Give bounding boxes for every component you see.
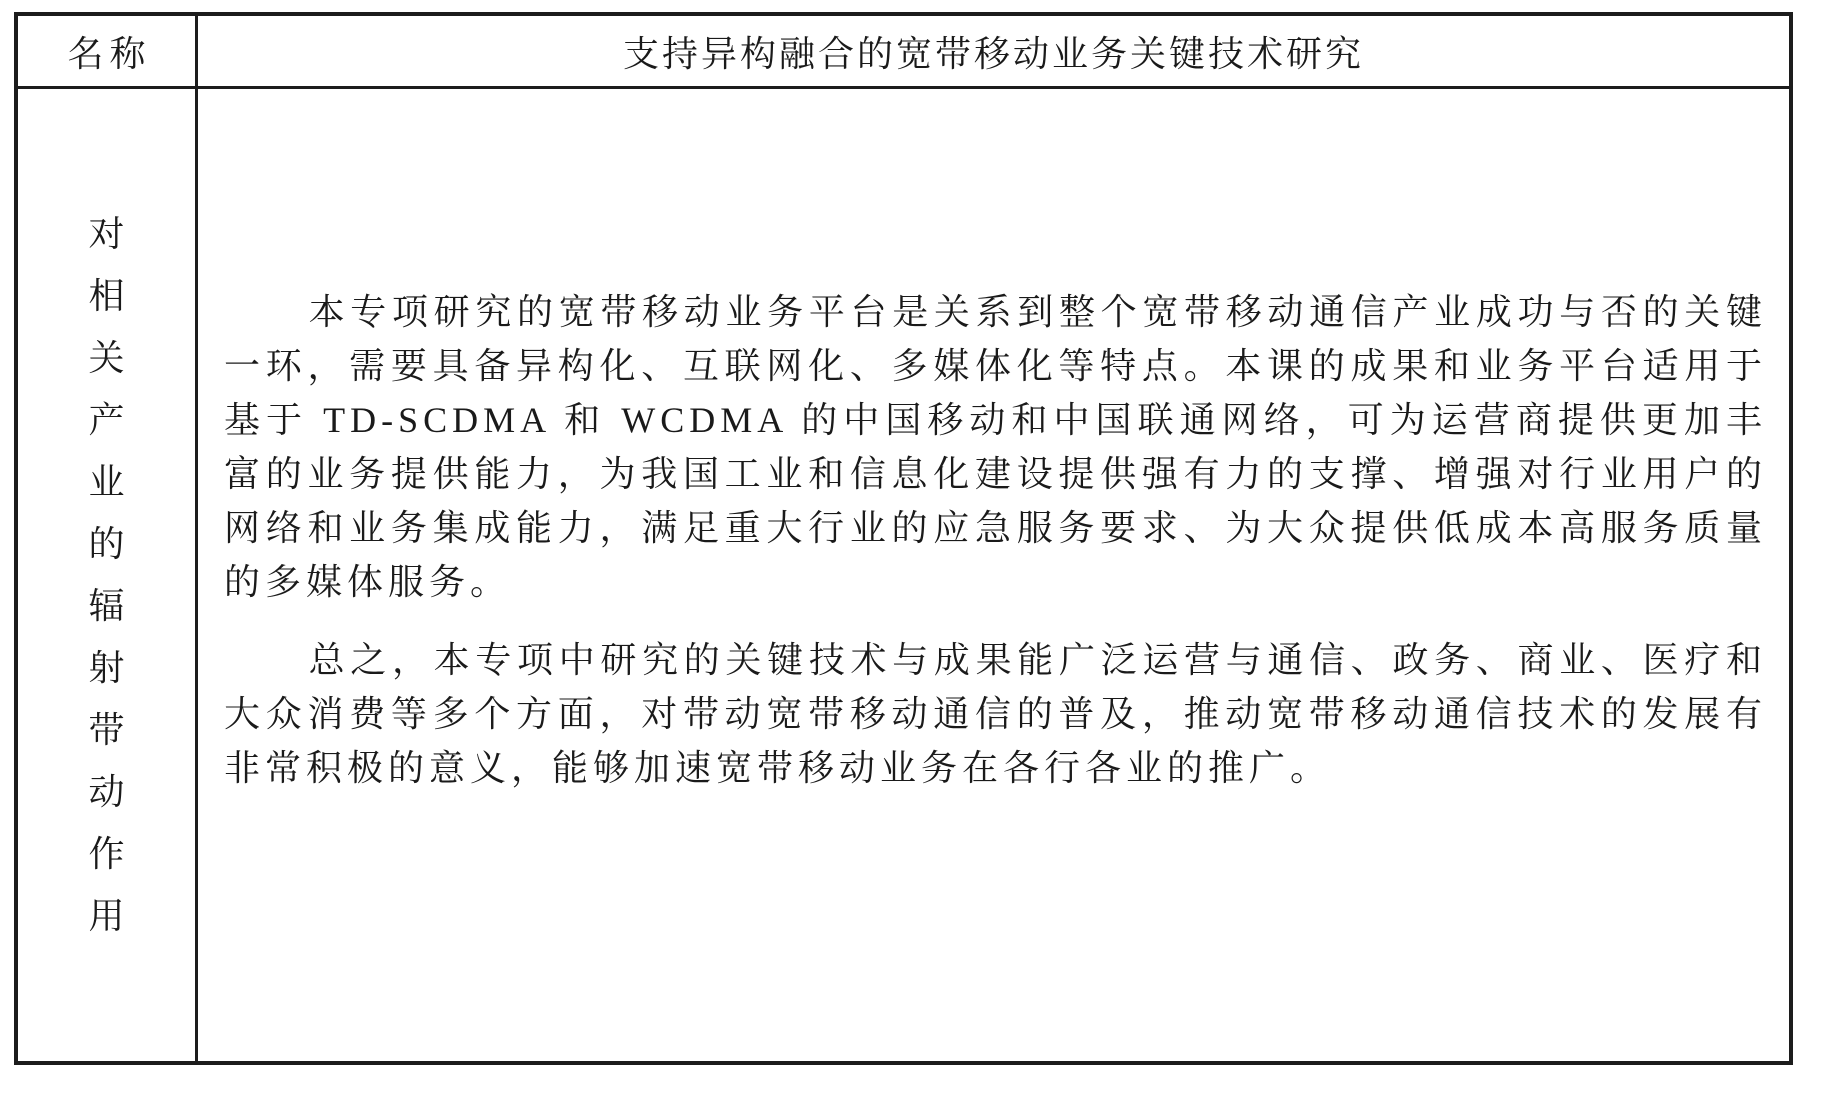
body-paragraph: 本专项研究的宽带移动业务平台是关系到整个宽带移动通信产业成功与否的关键一环，需要具备异构化、互联网化、多媒体化等特点。本课的成果和业务平台适用于基于 TD-SCDMA 和 WCDMA 的中国移动和中国联通网络，可为运营商提供更加丰富的业务提供能力，为我国工业和信息化建设提供强有力的支撑、增强对行业用户的网络和业务集成能力，满足重大行业的应急服务要求、为大众提供低成本高服务质量的多媒体服务。 (224, 292, 1767, 602)
table-body-row (18, 89, 1789, 1061)
vertical-label-char: 作 (88, 834, 125, 874)
project-info-table (14, 12, 1793, 1065)
name-label-cell (18, 16, 198, 86)
vertical-label-char: 产 (88, 400, 125, 440)
vertical-label-char: 带 (88, 710, 125, 750)
radiation-effect-content-cell (198, 89, 1789, 1061)
project-title-cell (198, 16, 1789, 86)
vertical-label-char: 关 (88, 338, 125, 378)
vertical-label-char: 射 (88, 648, 125, 688)
table-header-row (18, 16, 1789, 89)
vertical-label-char: 业 (88, 462, 125, 502)
vertical-label-char: 动 (88, 772, 125, 812)
vertical-label-char: 的 (88, 524, 125, 564)
vertical-label-char: 对 (88, 214, 125, 254)
name-label: 名称 (67, 33, 152, 74)
radiation-effect-label-cell (18, 89, 198, 1061)
vertical-label-char: 相 (88, 276, 125, 316)
vertical-label-char: 辐 (88, 586, 125, 626)
vertical-label-char: 用 (88, 896, 125, 936)
project-title: 支持异构融合的宽带移动业务关键技术研究 (622, 33, 1364, 74)
body-paragraph: 总之，本专项中研究的关键技术与成果能广泛运营与通信、政务、商业、医疗和大众消费等多个方面，对带动宽带移动通信的普及，推动宽带移动通信技术的发展有非常积极的意义，能够加速宽带移动业务在各行各业的推广。 (224, 640, 1767, 788)
